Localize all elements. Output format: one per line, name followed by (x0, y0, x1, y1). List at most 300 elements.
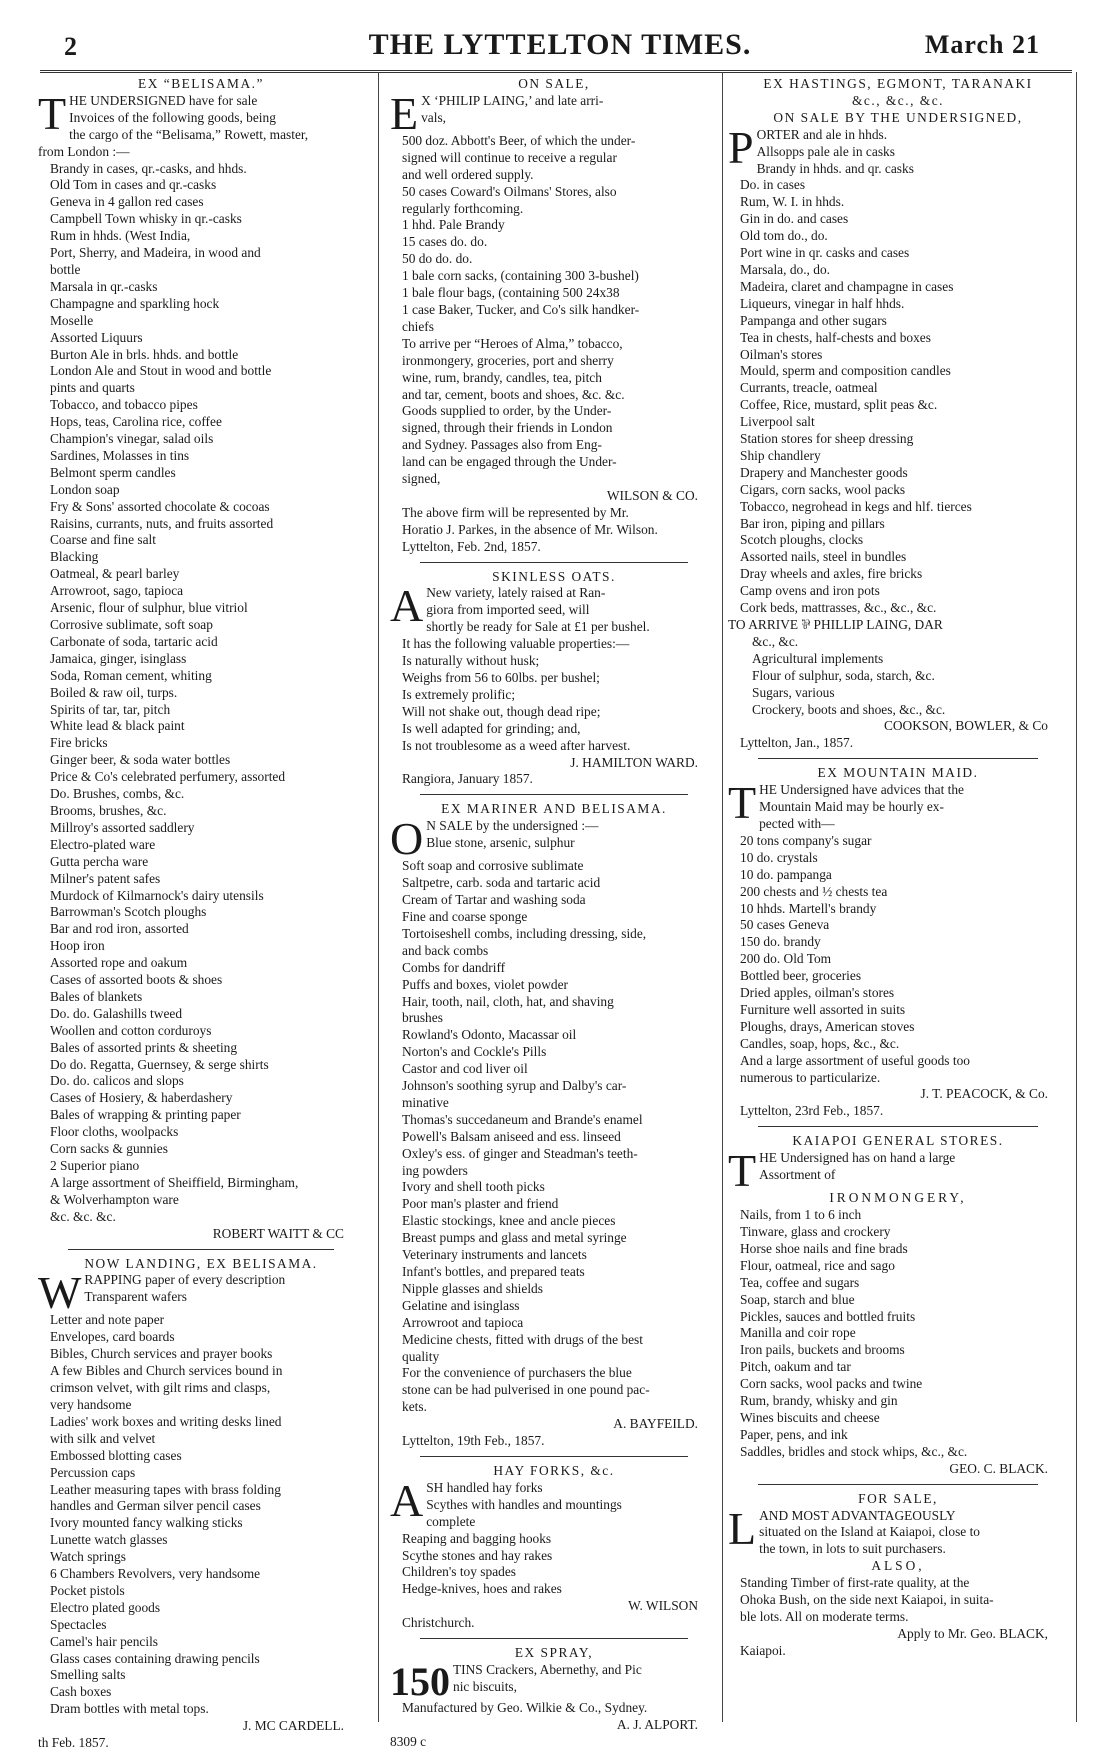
ad-lead-line: Blue stone, arsenic, sulphur (426, 835, 575, 851)
column-left (38, 76, 364, 1758)
ad-line: Tinware, glass and crockery (740, 1224, 891, 1239)
ad-line: crimson velvet, with gilt rims and clasps, (50, 1380, 271, 1396)
ad-line: Hoop iron (50, 938, 105, 954)
ad-line: Assorted Liquurs (50, 329, 143, 345)
ad-line: ing powders (402, 1162, 468, 1178)
ad-line: Veterinary instruments and lancets (402, 1247, 587, 1263)
ad-heading: ON SALE, (518, 76, 590, 91)
advertisement (728, 1126, 1068, 1477)
ad-lead-line: AND MOST ADVANTAGEOUSLY (759, 1507, 956, 1523)
ad-line: Saltpetre, carb. soda and tartaric acid (402, 875, 601, 891)
ad-line: Saddles, bridles and stock whips, &c., &c. (740, 1443, 968, 1459)
ad-line: Bar iron, piping and pillars (740, 515, 885, 531)
ad-line: Is well adapted for grinding; and, (402, 720, 581, 736)
ad-separator (420, 794, 688, 795)
ad-lead-line: HE Undersigned has on hand a large (759, 1150, 956, 1166)
ad-line: Old tom do., do. (740, 228, 828, 244)
ad-heading: ON SALE BY THE UNDERSIGNED, (773, 109, 1023, 125)
page-number: 2 (64, 32, 77, 61)
ad-lead-line: Invoices of the following goods, being (69, 109, 276, 125)
ad-line: Ginger beer, & soda water bottles (50, 752, 231, 768)
ad-lead-line: shortly be ready for Sale at £1 per bushel. (426, 619, 650, 635)
ad-signature: COOKSON, BOWLER, & Co (883, 718, 1048, 734)
advertisement (390, 1456, 718, 1632)
ad-line: Is not troublesome as a weed after harvest. (402, 737, 631, 753)
advertisement (390, 794, 718, 1450)
ad-line: Tobacco, and tobacco pipes (50, 397, 198, 413)
ad-line: and Sydney. Passages also from Eng- (402, 437, 602, 453)
ad-line: signed, (402, 471, 441, 487)
advertisement (38, 76, 364, 1243)
ad-line: Bar and rod iron, assorted (50, 921, 189, 937)
ad-line: Gelatine and isinglass (402, 1297, 520, 1313)
ad-line: Sugars, various (752, 684, 835, 700)
ad-signature: Apply to Mr. Geo. BLACK, (897, 1625, 1048, 1641)
ad-line: Oatmeal, & pearl barley (50, 566, 180, 582)
ad-line: Is naturally without husk; (402, 653, 540, 669)
ad-line: For the convenience of purchasers the blue (402, 1365, 632, 1381)
ad-line: & Wolverhampton ware (50, 1191, 179, 1207)
ad-line: Spectacles (50, 1616, 107, 1632)
ad-line: and back combs (402, 942, 489, 958)
ad-line: Oilman's stores (740, 346, 823, 362)
ad-line: regularly forthcoming. (402, 200, 524, 216)
ad-line: A large assortment of Sheiffield, Birmingham, (50, 1174, 299, 1190)
ad-line: Ivory and shell tooth picks (402, 1179, 545, 1195)
ad-line: Lyttelton, Feb. 2nd, 1857. (402, 538, 541, 554)
ad-line: Camp ovens and iron pots (740, 583, 880, 599)
ad-lead-line: N SALE by the undersigned :— (426, 818, 599, 834)
ad-line: Boiled & raw oil, turps. (50, 684, 178, 700)
ad-line: Rum in hhds. (West India, (50, 228, 191, 244)
ad-signature: J. HAMILTON WARD. (570, 754, 698, 770)
ad-signature: W. WILSON (628, 1598, 698, 1614)
ad-signature: A. J. ALPORT. (616, 1716, 698, 1732)
ad-line: Champagne and sparkling hock (50, 295, 220, 311)
ad-line: Pickles, sauces and bottled fruits (740, 1308, 916, 1324)
ad-line: 50 cases Geneva (740, 917, 830, 933)
advertisement (390, 76, 718, 556)
ad-line: Rum, brandy, whisky and gin (740, 1393, 898, 1409)
ad-line: Bibles, Church services and prayer books (50, 1346, 273, 1362)
ad-line: 2 Superior piano (50, 1158, 140, 1173)
ad-line: Sardines, Molasses in tins (50, 447, 190, 463)
ad-line: Tortoiseshell combs, including dressing, side, (402, 925, 647, 941)
ad-line: Ploughs, drays, American stoves (740, 1018, 915, 1034)
ad-line: and well ordered supply. (402, 166, 534, 182)
ad-lead-line: HE Undersigned have advices that the (759, 782, 964, 798)
ad-line: Madeira, claret and champagne in cases (740, 278, 954, 294)
ad-line: Do. in cases (740, 177, 806, 193)
ad-line: Hops, teas, Carolina rice, coffee (50, 414, 222, 430)
ad-heading: EX MARINER AND BELISAMA. (441, 801, 667, 817)
ad-line: wine, rum, brandy, candles, tea, pitch (402, 369, 602, 385)
ad-line: Percussion caps (50, 1464, 136, 1480)
ad-line: Children's toy spades (402, 1564, 516, 1580)
ad-line: Will not shake out, though dead ripe; (402, 703, 601, 719)
ad-subheading: &c., &c., &c. (851, 92, 944, 108)
ad-line: 200 do. Old Tom (740, 951, 832, 967)
ad-signature: ROBERT WAITT & CC (212, 1225, 344, 1241)
ad-lead-line: Transparent wafers (84, 1289, 187, 1305)
ad-line: Tea, coffee and sugars (740, 1274, 860, 1290)
ad-line: Coffee, Rice, mustard, split peas &c. (740, 397, 938, 413)
ad-line: and tar, cement, boots and shoes, &c. &c. (402, 386, 625, 402)
ad-line: Cigars, corn sacks, wool packs (740, 481, 906, 497)
ad-line: Assorted nails, steel in bundles (740, 549, 907, 565)
ad-line: Ship chandlery (740, 447, 821, 463)
ad-line: Poor man's plaster and friend (402, 1196, 559, 1212)
ad-line: Rowland's Odonto, Macassar oil (402, 1027, 577, 1043)
ad-line: Scythe stones and hay rakes (402, 1547, 553, 1563)
ad-line: 200 chests and ½ chests tea (740, 883, 888, 899)
drop-cap: W (38, 1267, 82, 1319)
ad-line: handles and German silver pencil cases (50, 1498, 261, 1514)
ad-lead-line: the cargo of the “Belisama,” Rowett, master, (69, 126, 309, 142)
ad-line: Cream of Tartar and washing soda (402, 892, 586, 908)
ad-line: Milner's patent safes (50, 870, 161, 886)
ad-signature: WILSON & CO. (606, 487, 698, 503)
drop-cap: T (38, 87, 67, 139)
ad-line: Fine and coarse sponge (402, 908, 528, 924)
ad-line: Tobacco, negrohead in kegs and hlf. tierces (740, 498, 972, 514)
ad-line: Do. do. Galashills tweed (50, 1005, 183, 1021)
ad-line: Pocket pistols (50, 1582, 125, 1598)
ad-separator (758, 1126, 1038, 1127)
ad-line: Lyttelton, 19th Feb., 1857. (402, 1433, 545, 1449)
ad-heading: IRONMONGERY, (829, 1190, 967, 1206)
ad-line: Standing Timber of first-rate quality, at the (740, 1575, 970, 1591)
ad-line: Thomas's succedaneum and Brande's enamel (402, 1111, 643, 1127)
ad-line: Price & Co's celebrated perfumery, assorted (50, 769, 286, 785)
ad-line: Brooms, brushes, &c. (50, 802, 167, 818)
ad-line: Jamaica, ginger, isinglass (50, 650, 187, 666)
ad-line: Arrowroot and tapioca (402, 1314, 524, 1330)
ad-line: Kaiapoi. (740, 1642, 786, 1658)
ad-line: Embossed blotting cases (50, 1447, 182, 1463)
ad-line: 15 cases do. do. (402, 234, 488, 250)
ad-line: Lunette watch glasses (50, 1532, 168, 1548)
ad-line: 1 hhd. Pale Brandy (402, 217, 505, 233)
ad-line: Arsenic, flour of sulphur, blue vitriol (50, 600, 248, 616)
ad-line: Marsala in qr.-casks (50, 278, 158, 294)
ad-lead-line: nic biscuits, (453, 1678, 517, 1694)
ad-line: 10 hhds. Martell's brandy (740, 900, 877, 916)
ad-line: To arrive per “Heroes of Alma,” tobacco, (402, 335, 623, 351)
ad-line: Gutta percha ware (50, 853, 149, 869)
ad-line: Crockery, boots and shoes, &c., &c. (752, 701, 946, 717)
ad-line: It has the following valuable properties:— (402, 636, 630, 652)
column-middle (390, 76, 718, 1757)
ad-line: Ladies' work boxes and writing desks lined (50, 1413, 282, 1429)
ad-line: pints and quarts (50, 380, 135, 396)
ad-line: Station stores for sheep dressing (740, 431, 914, 447)
advertisement (728, 1484, 1068, 1660)
ad-line: Furniture well assorted in suits (740, 1001, 906, 1017)
ad-line: Woollen and cotton corduroys (50, 1022, 212, 1038)
ad-line: Corn sacks & gunnies (50, 1141, 168, 1157)
ad-heading: FOR SALE, (858, 1490, 938, 1506)
ad-line: Fry & Sons' assorted chocolate & cocoas (50, 498, 270, 514)
ad-line: Assorted rope and oakum (50, 955, 188, 971)
ad-line: Smelling salts (50, 1667, 126, 1683)
ad-line: Brandy in cases, qr.-casks, and hhds. (50, 160, 247, 176)
ad-line: 10 do. pampanga (740, 866, 832, 882)
ad-line: Ivory mounted fancy walking sticks (50, 1515, 243, 1531)
ad-line: Gin in do. and cases (740, 211, 849, 227)
ad-line: minative (402, 1094, 449, 1110)
ad-line: Dram bottles with metal tops. (50, 1701, 209, 1717)
ad-line: Horatio J. Parkes, in the absence of Mr. Wilson. (402, 521, 658, 537)
ad-line: Cash boxes (50, 1684, 112, 1700)
ad-line: Burton Ale in brls. hhds. and bottle (50, 346, 239, 362)
ad-line: Spirits of tar, tar, pitch (50, 701, 171, 717)
ad-line: Soft soap and corrosive sublimate (402, 858, 584, 874)
ad-line: 50 cases Coward's Oilmans' Stores, also (402, 183, 617, 199)
ad-lead-line: New variety, lately raised at Ran- (426, 585, 606, 601)
ad-line: Manufactured by Geo. Wilkie & Co., Sydney. (402, 1699, 648, 1715)
ad-line: Candles, soap, hops, &c., &c. (740, 1035, 900, 1051)
ad-line: Currants, treacle, oatmeal (740, 380, 878, 396)
ad-line: Weighs from 56 to 60lbs. per bushel; (402, 670, 600, 685)
ad-line: A few Bibles and Church services bound in (50, 1363, 283, 1379)
ad-line: Marsala, do., do. (740, 261, 830, 277)
ad-line: Raisins, currants, nuts, and fruits assorted (50, 515, 274, 531)
ad-line: Floor cloths, woolpacks (50, 1124, 179, 1140)
ad-line: Cases of Hosiery, & haberdashery (50, 1090, 233, 1106)
ad-line: Reaping and bagging hooks (402, 1530, 552, 1546)
ad-lead-line: Mountain Maid may be hourly ex- (759, 799, 944, 815)
ad-separator (420, 562, 688, 563)
ad-line: Hedge-knives, hoes and rakes (402, 1581, 562, 1597)
ad-lead-line: pected with— (759, 815, 835, 831)
ad-lead-line: situated on the Island at Kaiapoi, close to (759, 1524, 980, 1540)
ad-line: ble lots. All on moderate terms. (740, 1608, 909, 1624)
ad-line: 20 tons company's sugar (740, 832, 872, 848)
ad-line: Scotch ploughs, clocks (740, 532, 864, 548)
ad-line: Puffs and boxes, violet powder (402, 976, 568, 992)
ad-line: Ohoka Bush, on the side next Kaiapoi, in suita- (740, 1592, 994, 1608)
ad-line: Bales of assorted prints & sheeting (50, 1039, 238, 1055)
ad-line: ironmongery, groceries, port and sherry (402, 352, 614, 368)
ad-signature: GEO. C. BLACK. (949, 1460, 1048, 1476)
ad-line: &c. &c. &c. (50, 1208, 116, 1224)
ad-line: 1 bale corn sacks, (containing 300 3-bushel) (402, 268, 639, 284)
ad-line: Nails, from 1 to 6 inch (740, 1207, 862, 1223)
ad-line: &c., &c. (752, 633, 799, 649)
ad-line: 1 bale flour bags, (containing 500 24x38 (402, 285, 620, 301)
ad-line: Cases of assorted boots & shoes (50, 972, 223, 988)
drop-cap: 150 (390, 1658, 450, 1704)
ad-heading: SKINLESS OATS. (492, 568, 616, 584)
ad-line: Bales of wrapping & printing paper (50, 1107, 241, 1123)
ad-heading: EX MOUNTAIN MAID. (817, 765, 979, 781)
ad-line: Leather measuring tapes with brass folding (50, 1481, 281, 1497)
ad-line: Paper, pens, and ink (740, 1426, 848, 1442)
ad-line: Lyttelton, 23rd Feb., 1857. (740, 1103, 884, 1119)
ad-line: Christchurch. (402, 1615, 475, 1631)
ad-line: Champion's vinegar, salad oils (50, 431, 214, 447)
ad-signature: A. BAYFEILD. (613, 1416, 698, 1432)
ad-line: Dried apples, oilman's stores (740, 985, 895, 1001)
ad-line: Electro-plated ware (50, 836, 156, 852)
ad-line: Combs for dandriff (402, 959, 506, 975)
drop-cap: E (390, 87, 419, 139)
ad-line: Letter and note paper (50, 1312, 165, 1328)
ad-line: stone can be had pulverised in one pound pac- (402, 1382, 650, 1398)
ad-lead-line: TINS Crackers, Abernethy, and Pic (453, 1661, 642, 1677)
ad-line: Arrowroot, sago, tapioca (50, 583, 184, 599)
ad-line: signed, through their friends in London (402, 420, 613, 436)
ad-line: very handsome (50, 1396, 132, 1412)
drop-cap: A (390, 580, 424, 632)
ad-line: bottle (50, 261, 81, 277)
ad-line: kets. (402, 1399, 427, 1415)
ad-line: Glass cases containing drawing pencils (50, 1650, 260, 1666)
advertisement (728, 76, 1068, 752)
ad-line: Nipple glasses and shields (402, 1280, 543, 1296)
ad-line: Liverpool salt (740, 414, 815, 430)
ad-heading: EX “BELISAMA.” (138, 76, 264, 91)
ad-line: Flour of sulphur, soda, starch, &c. (752, 667, 935, 683)
ad-lead-line: ORTER and ale in hhds. (756, 126, 888, 142)
ad-line: 10 do. crystals (740, 849, 818, 865)
ad-lead-line: X ‘PHILIP LAING,’ and late arri- (421, 92, 604, 108)
advertisement (38, 1249, 364, 1752)
ad-line: Iron pails, buckets and brooms (740, 1342, 905, 1358)
ad-line: numerous to particularize. (740, 1069, 881, 1085)
ad-line: quality (402, 1348, 440, 1364)
column-divider (378, 72, 379, 1722)
ad-line: Corrosive sublimate, soft soap (50, 617, 213, 632)
ad-separator (758, 1484, 1038, 1485)
ad-line: Elastic stockings, knee and ancle pieces (402, 1213, 616, 1229)
ad-line: London Ale and Stout in wood and bottle (50, 363, 272, 379)
ad-lead-line: from London :— (38, 143, 130, 159)
ad-line: Bales of blankets (50, 988, 143, 1004)
ad-line: And a large assortment of useful goods too (740, 1052, 970, 1068)
ad-line: Soda, Roman cement, whiting (50, 667, 212, 683)
ad-line: 150 do. brandy (740, 934, 821, 950)
ad-line: Port, Sherry, and Madeira, in wood and (50, 245, 261, 261)
drop-cap: O (390, 813, 424, 865)
ad-heading: HAY FORKS, &c. (493, 1462, 615, 1478)
ad-heading: TO ARRIVE ⅌ PHILLIP LAING, DAR (728, 617, 943, 632)
ad-line: Carbonate of soda, tartaric acid (50, 633, 218, 649)
ad-separator (420, 1638, 688, 1639)
ad-line: Bottled beer, groceries (740, 968, 862, 984)
ad-line: Do do. Regatta, Guernsey, & serge shirts (50, 1056, 269, 1072)
ad-heading: NOW LANDING, EX BELISAMA. (84, 1255, 318, 1271)
ad-lead-line: SH handled hay forks (426, 1479, 543, 1495)
ad-line: Johnson's soothing syrup and Dalby's car- (402, 1078, 627, 1094)
ad-line: Medicine chests, fitted with drugs of the best (402, 1331, 643, 1347)
ad-line: 1 case Baker, Tucker, and Co's silk handker- (402, 301, 640, 317)
ad-line: Tea in chests, half-chests and boxes (740, 329, 931, 345)
ad-line: Infant's bottles, and prepared teats (402, 1264, 585, 1279)
ad-lead-line: vals, (421, 109, 447, 125)
ad-line: Lyttelton, Jan., 1857. (740, 735, 854, 751)
advertisement (728, 758, 1068, 1120)
ad-line: Barrowman's Scotch ploughs (50, 904, 207, 920)
ad-signature: J. MC CARDELL. (242, 1718, 344, 1734)
ad-line: Agricultural implements (752, 650, 884, 666)
ad-line: brushes (402, 1010, 443, 1026)
ad-heading: ALSO, (871, 1558, 925, 1574)
ad-footer: th Feb. 1857. (38, 1735, 109, 1751)
ad-line: Coarse and fine salt (50, 532, 156, 548)
ad-line: Manilla and coir rope (740, 1325, 856, 1341)
ad-line: Campbell Town whisky in qr.-casks (50, 211, 242, 227)
ad-line: Liqueurs, vinegar in half hhds. (740, 295, 905, 311)
ad-line: Electro plated goods (50, 1599, 161, 1615)
ad-line: Watch springs (50, 1549, 126, 1565)
ad-separator (758, 758, 1038, 759)
drop-cap: L (728, 1502, 757, 1554)
ad-line: Castor and cod liver oil (402, 1061, 528, 1077)
advertisement (390, 562, 718, 789)
ad-line: Old Tom in cases and qr.-casks (50, 177, 217, 193)
ad-heading: EX HASTINGS, EGMONT, TARANAKI (763, 76, 1033, 91)
drop-cap: A (390, 1474, 424, 1526)
ad-lead-line: HE UNDERSIGNED have for sale (69, 92, 258, 108)
ad-line: Oxley's ess. of ginger and Steadman's teeth- (402, 1145, 638, 1161)
masthead-rule (40, 70, 1072, 73)
ad-lead-line: Brandy in hhds. and qr. casks (756, 160, 914, 176)
ad-lead-line: Assortment of (759, 1167, 836, 1183)
ad-line: White lead & black paint (50, 718, 185, 734)
ad-line: Goods supplied to order, by the Under- (402, 403, 612, 419)
ad-line: Wines biscuits and cheese (740, 1409, 880, 1425)
ad-line: chiefs (402, 318, 434, 334)
ad-line: The above firm will be represented by Mr. (402, 504, 629, 520)
ad-line: Corn sacks, wool packs and twine (740, 1376, 923, 1392)
ad-line: land can be engaged through the Under- (402, 454, 617, 470)
ad-heading: KAIAPOI GENERAL STORES. (792, 1133, 1004, 1149)
ad-line: 6 Chambers Revolvers, very handsome (50, 1566, 261, 1582)
ad-lead-line: the town, in lots to suit purchasers. (759, 1541, 946, 1557)
ad-line: Millroy's assorted saddlery (50, 819, 195, 835)
drop-cap: T (728, 777, 757, 829)
ad-lead-line: Allsopps pale ale in casks (756, 143, 895, 159)
ad-lead-line: Scythes with handles and mountings (426, 1496, 622, 1512)
ad-line: London soap (50, 481, 120, 497)
ad-line: Mould, sperm and composition candles (740, 363, 951, 379)
ad-line: Norton's and Cockle's Pills (402, 1044, 547, 1060)
column-divider (1076, 72, 1077, 1722)
column-right (728, 76, 1068, 1666)
ad-line: Soap, starch and blue (740, 1291, 855, 1307)
ad-line: Do. Brushes, combs, &c. (50, 786, 185, 802)
drop-cap: T (728, 1145, 757, 1197)
ad-line: Fire bricks (50, 735, 108, 751)
ad-line: Hair, tooth, nail, cloth, hat, and shaving (402, 993, 614, 1009)
ad-line: Do. do. calicos and slops (50, 1073, 184, 1089)
ad-line: Drapery and Manchester goods (740, 464, 908, 480)
ad-line: Geneva in 4 gallon red cases (50, 194, 204, 210)
ad-line: Is extremely prolific; (402, 686, 516, 702)
ad-line: Envelopes, card boards (50, 1329, 175, 1345)
ad-line: Breast pumps and glass and metal syringe (402, 1230, 627, 1246)
ad-line: with silk and velvet (50, 1430, 156, 1446)
ad-line: Moselle (50, 312, 94, 328)
ad-line: Horse shoe nails and fine brads (740, 1240, 908, 1256)
masthead (40, 28, 1080, 70)
ad-line: Pampanga and other sugars (740, 312, 887, 328)
ad-line: 500 doz. Abbott's Beer, of which the under- (402, 132, 636, 148)
ad-line: Murdock of Kilmarnock's dairy utensils (50, 887, 264, 903)
ad-line: Flour, oatmeal, rice and sago (740, 1257, 895, 1273)
